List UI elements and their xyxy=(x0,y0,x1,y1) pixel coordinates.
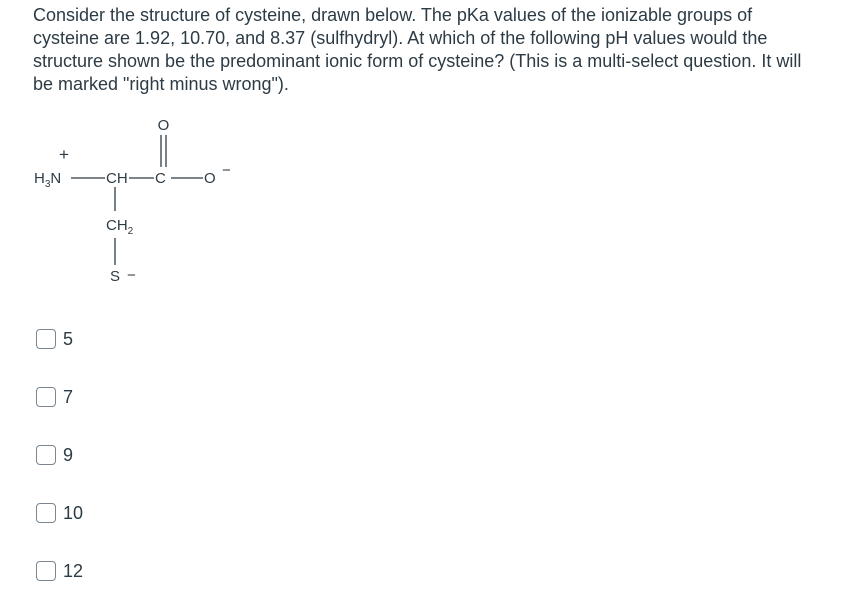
side-chain-ch: CH xyxy=(106,217,128,234)
sulfur-atom: S xyxy=(109,268,121,285)
option-label: 10 xyxy=(63,502,84,523)
option-label: 7 xyxy=(63,386,74,407)
checkbox-icon[interactable] xyxy=(36,503,56,523)
checkbox-icon[interactable] xyxy=(36,561,56,581)
side-chain-carbon xyxy=(106,217,134,237)
option-10[interactable] xyxy=(36,500,83,526)
amine-charge: + xyxy=(59,145,69,164)
option-label: 9 xyxy=(63,444,74,465)
amine-n: N xyxy=(50,170,62,187)
carboxylate-oxygen: O xyxy=(204,170,216,187)
option-9[interactable] xyxy=(36,442,73,468)
checkbox-icon[interactable] xyxy=(36,387,56,407)
carbonyl-oxygen: O xyxy=(157,117,170,134)
question-text: Consider the structure of cysteine, drawn below. The pKa values of the ionizable groups of cysteine are 1.92, 10.70, and 8.37 (sulfhydryl). At which of the following pH values would the structure shown be the predominant ionic form of cysteine? (This is a multi-select question. It will be marked "right minus wrong"). xyxy=(33,5,802,94)
option-12[interactable] xyxy=(36,558,83,584)
carboxylate-charge: − xyxy=(222,162,231,179)
cysteine-structure-drawing xyxy=(30,110,260,290)
cysteine-structure xyxy=(30,110,260,295)
sulfur-charge: − xyxy=(127,267,136,284)
carbonyl-carbon: C xyxy=(155,170,166,187)
option-label: 12 xyxy=(63,560,84,581)
option-label: 5 xyxy=(63,328,74,349)
amine-group xyxy=(34,170,61,190)
amine-h: H xyxy=(34,170,45,187)
side-chain-subscript: 2 xyxy=(127,226,134,237)
amine-subscript: 3 xyxy=(44,179,51,190)
alpha-carbon: CH xyxy=(106,170,128,187)
option-5[interactable] xyxy=(36,326,73,352)
checkbox-icon[interactable] xyxy=(36,445,56,465)
option-7[interactable] xyxy=(36,384,73,410)
checkbox-icon[interactable] xyxy=(36,329,56,349)
